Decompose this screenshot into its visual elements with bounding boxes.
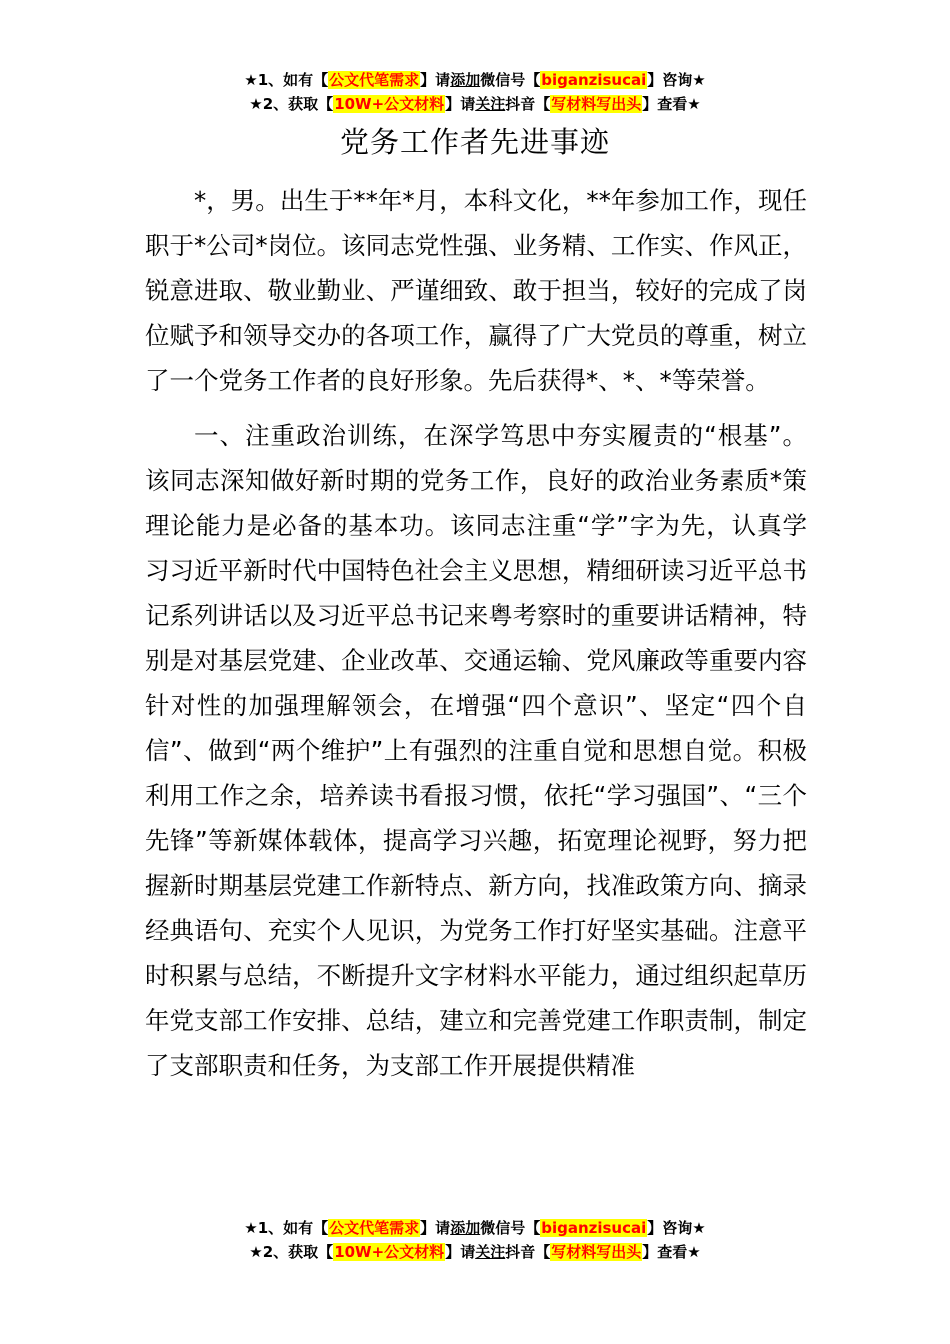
banner-text: ★2、获取【	[249, 1243, 334, 1261]
banner-highlight: 写材料写出头	[551, 1243, 642, 1261]
header-banner	[0, 68, 950, 116]
banner-highlight: 公文代笔需求	[329, 1219, 420, 1237]
banner-text: 】请	[445, 1243, 476, 1261]
banner-underlined-text: 关注	[475, 95, 506, 113]
banner-text: 】咨询★	[647, 71, 706, 89]
banner-underlined-text: 添加	[450, 71, 481, 89]
banner-text: 】请	[445, 95, 476, 113]
banner-text: 抖音【	[505, 95, 551, 113]
banner-text: 】咨询★	[647, 1219, 706, 1237]
footer-banner	[0, 1216, 950, 1264]
banner-line-2	[0, 92, 950, 116]
banner-text: 微信号【	[480, 1219, 541, 1237]
banner-highlight: 10W+公文材料	[334, 1243, 445, 1261]
banner-line-1	[0, 1216, 950, 1240]
banner-highlight: 公文代笔需求	[329, 71, 420, 89]
banner-text: 微信号【	[480, 71, 541, 89]
banner-text: ★2、获取【	[249, 95, 334, 113]
banner-text: 】请	[420, 71, 451, 89]
banner-text: ★1、如有【	[244, 1219, 329, 1237]
banner-line-1	[0, 68, 950, 92]
document-body	[145, 178, 807, 1088]
banner-text: 】查看★	[642, 1243, 701, 1261]
banner-text: 】请	[420, 1219, 451, 1237]
paragraph-intro: *，男。出生于**年*月，本科文化，**年参加工作，现任职于*公司*岗位。该同志党性强、业务精、工作实、作风正，锐意进取、敬业勤业、严谨细致、敢于担当，较好的完成了岗位赋予和领导交办的各项工作，赢得了广大党员的尊重，树立了一个党务工作者的良好形象。先后获得*、*、*等荣誉。	[145, 186, 807, 395]
banner-text: ★1、如有【	[244, 71, 329, 89]
banner-highlight: biganzisucai	[541, 1219, 647, 1237]
banner-line-2	[0, 1240, 950, 1264]
banner-underlined-text: 关注	[475, 1243, 506, 1261]
document-title: 党务工作者先进事迹	[339, 125, 610, 159]
banner-highlight: biganzisucai	[541, 71, 647, 89]
banner-highlight: 10W+公文材料	[334, 95, 445, 113]
banner-underlined-text: 添加	[450, 1219, 481, 1237]
banner-highlight: 写材料写出头	[551, 95, 642, 113]
banner-text: 抖音【	[505, 1243, 551, 1261]
paragraph-section-1: 一、注重政治训练，在深学笃思中夯实履责的“根基”。该同志深知做好新时期的党务工作，良好的政治业务素质*策理论能力是必备的基本功。该同志注重“学”字为先，认真学习习近平新时代中国特色社会主义思想，精细研读习近平总书记系列讲话以及习近平总书记来粤考察时的重要讲话精神，特别是对基层党建、企业改革、交通运输、党风廉政等重要内容针对性的加强理解领会，在增强“四个意识”、坚定“四个自信”、做到“两个维护”上有强烈的注重自觉和思想自觉。积极利用工作之余，培养读书看报习惯，依托“学习强国”、“三个先锋”等新媒体载体，提高学习兴趣，拓宽理论视野，努力把握新时期基层党建工作新特点、新方向，找准政策方向、摘录经典语句、充实个人见识，为党务工作打好坚实基础。注意平时积累与总结，不断提升文字材料水平能力，通过组织起草历年党支部工作安排、总结，建立和完善党建工作职责制，制定了支部职责和任务，为支部工作开展提供精准	[145, 421, 807, 1080]
banner-text: 】查看★	[642, 95, 701, 113]
